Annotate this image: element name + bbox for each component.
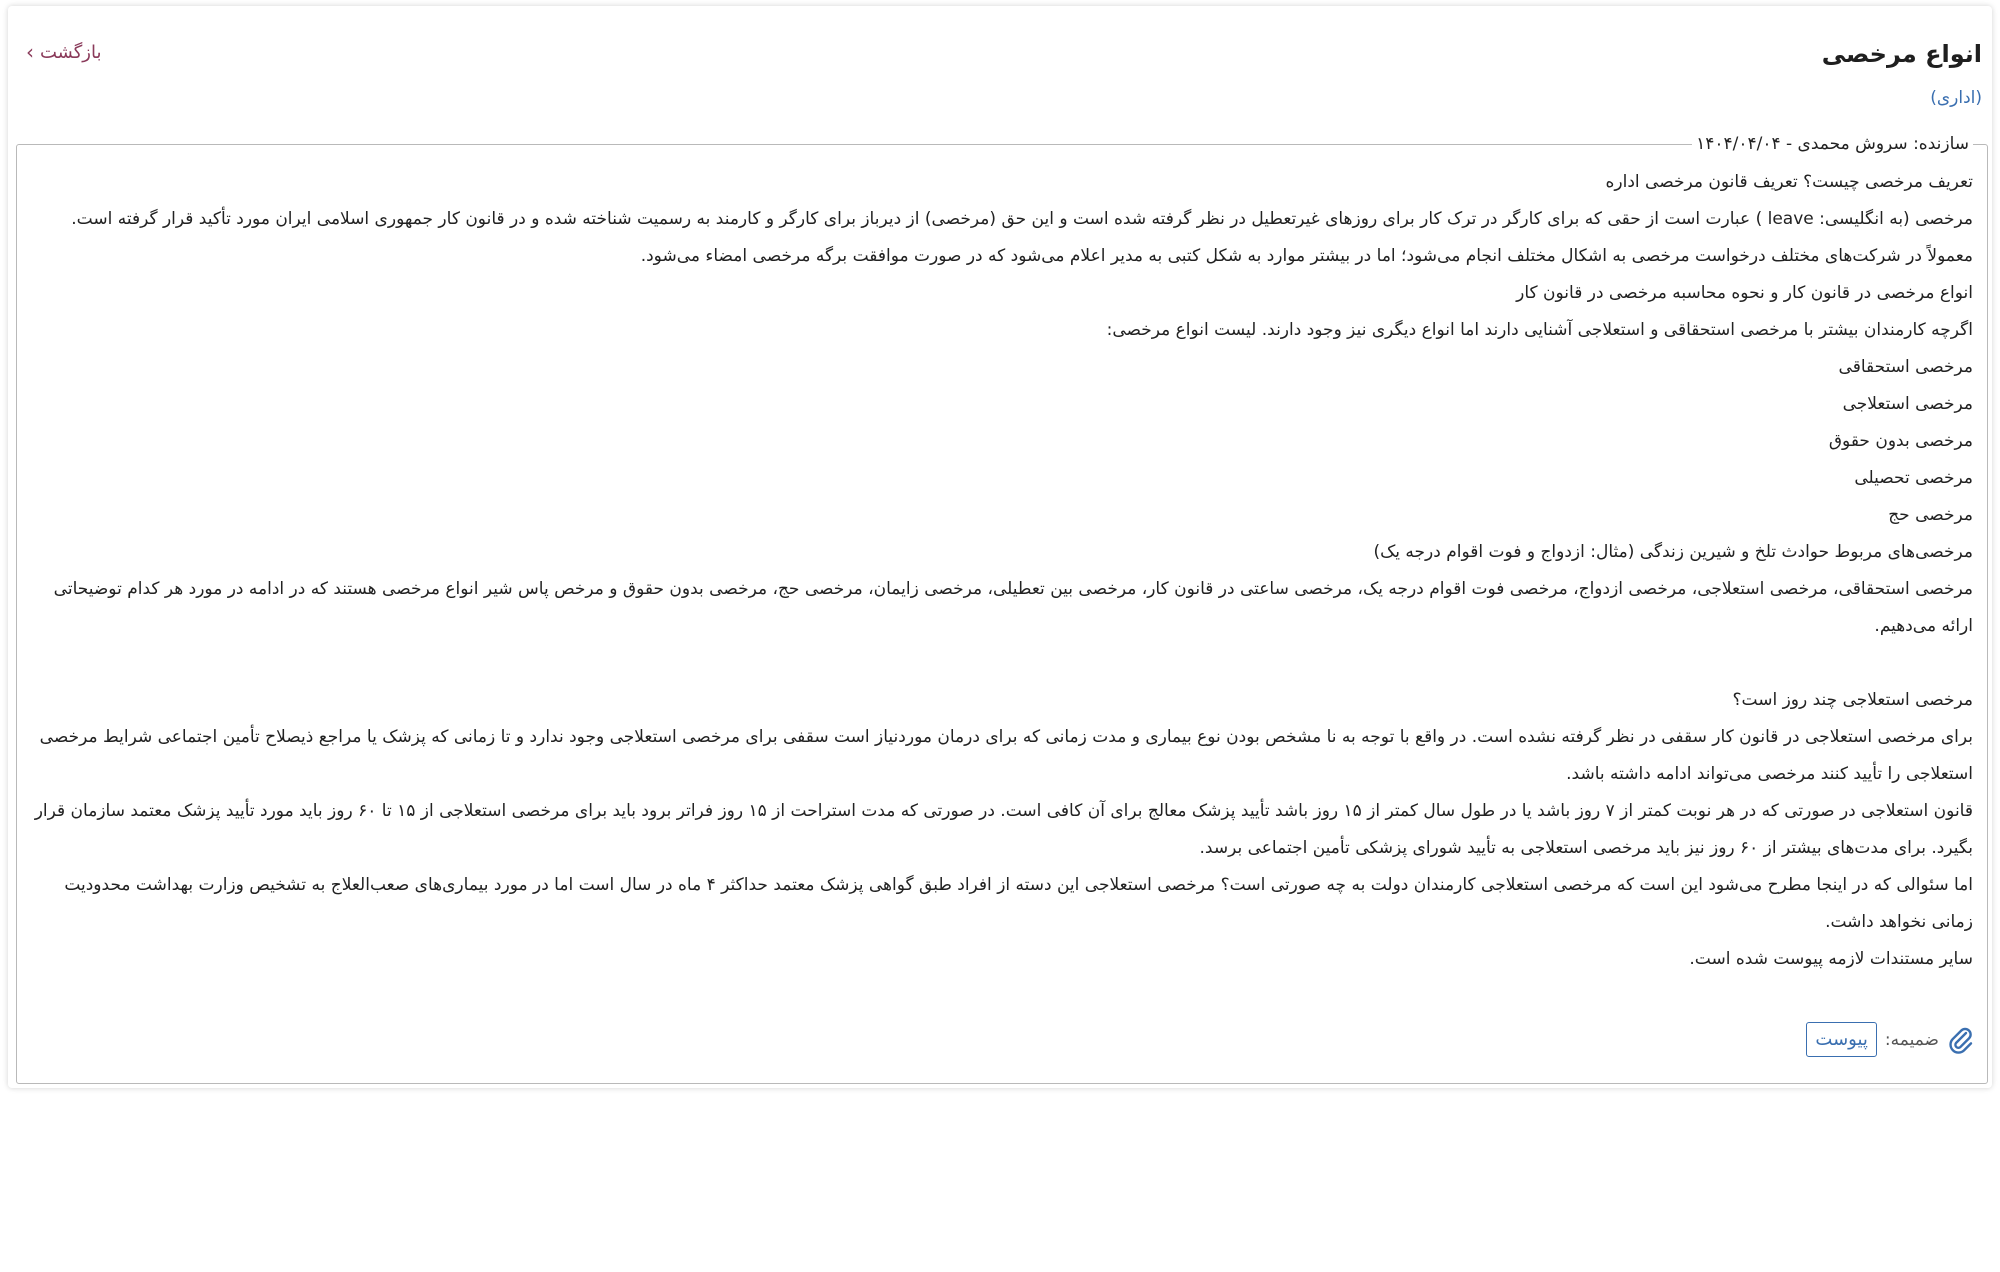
category-label: (اداری) (1930, 88, 1982, 108)
list-item: مرخصی استعلاجی (1842, 394, 1973, 414)
paragraph: اما سئوالی که در اینجا مطرح می‌شود این است که مرخصی استعلاجی کارمندان دولت به چه صورتی است؟ مرخصی استعلاجی این دسته از افراد طبق گواهی پزشک معتمد حداکثر ۴ ماه در سال است اما در مورد بیماری‌های صعب‌العلاج به تشخیص وزارت بهداشت محدودیت زمانی نخواهد داشت. (64, 875, 1973, 932)
list-item: مرخصی تحصیلی (1854, 468, 1973, 488)
paragraph: برای مرخصی استعلاجی در قانون کار سقفی در نظر گرفته نشده است. در واقع با توجه به نا مشخص بودن نوع بیماری و مدت زمانی که برای درمان موردنیاز است سقفی برای مرخصی استعلاجی وجود ندارد و تا زمانی که پزشک یا مراجع ذیصلاح تأمین اجتماعی شرایط مرخصی استعلاجی را تأیید کنند مرخصی می‌تواند ادامه داشته باشد. (39, 727, 1973, 784)
attachment-row (1806, 1022, 1973, 1057)
paperclip-icon (1947, 1026, 1973, 1054)
attachment-label: ضمیمه: (1884, 1029, 1939, 1050)
page-header (18, 32, 1982, 122)
back-link-label: بازگشت (40, 41, 102, 63)
page-title: انواع مرخصی (1821, 40, 1982, 68)
paragraph: معمولاً در شرکت‌های مختلف درخواست مرخصی به اشکال مختلف انجام می‌شود؛ اما در بیشتر موارد به شکل کتبی به مدیر اعلام می‌شود که در صورت موافقت برگه مرخصی امضاء می‌شود. (640, 246, 1973, 266)
paragraph: مرخصی‌های مربوط حوادث تلخ و شیرین زندگی (مثال: ازدواج و فوت اقوام درجه یک) (1373, 542, 1973, 562)
chevron-left-icon: ‹ (26, 40, 34, 64)
list-item: مرخصی حج (1888, 505, 1973, 525)
blank-line (31, 645, 1973, 682)
paragraph: سایر مستندات لازمه پیوست شده است. (1689, 949, 1973, 969)
author-date-legend: سازنده: سروش محمدی - ۱۴۰۴/۰۴/۰۴ (1696, 134, 1969, 154)
body-text (31, 164, 1973, 978)
paragraph: قانون استعلاجی در صورتی که در هر نوبت کمتر از ۷ روز باشد یا در طول سال کمتر از ۱۵ روز باشد تأیید پزشک معالج برای آن کافی است. در صورتی که مدت استراحت از ۱۵ روز فراتر برود باید برای مرخصی استعلاجی از ۱۵ تا ۶۰ روز باید مورد تأیید پزشک معتمد سازمان قرار بگیرد. برای مدت‌های بیشتر از ۶۰ روز نیز باید مرخصی استعلاجی به تأیید شورای پزشکی تأمین اجتماعی برسد. (34, 801, 1973, 858)
paragraph: اگرچه کارمندان بیشتر با مرخصی استحقاقی و استعلاجی آشنایی دارند اما انواع دیگری نیز وجود دارند. لیست انواع مرخصی: (1106, 320, 1973, 340)
paragraph: مرخصی استحقاقی، مرخصی استعلاجی، مرخصی ازدواج، مرخصی فوت اقوام درجه یک، مرخصی ساعتی در قانون کار، مرخصی بین تعطیلی، مرخصی زایمان، مرخصی حج، مرخصی بدون حقوق و مرخص پاس شیر انواع مرخصی هستند که در ادامه در مورد هر کدام توضیحاتی ارائه می‌دهیم. (53, 579, 1973, 636)
attachment-button[interactable]: پیوست (1806, 1022, 1877, 1057)
paragraph: انواع مرخصی در قانون کار و نحوه محاسبه مرخصی در قانون کار (1516, 283, 1973, 303)
list-item: مرخصی بدون حقوق (1828, 431, 1973, 451)
paragraph: مرخصی استعلاجی چند روز است؟ (1732, 690, 1973, 710)
paragraph: مرخصی (به انگلیسی: leave ) عبارت است از حقی که برای کارگر در ترک کار برای روزهای غیرتعطیل در نظر گرفته شده است و این حق (مرخصی) از دیرباز برای کارگر و کارمند به رسمیت شناخته شده و در قانون کار جمهوری اسلامی ایران مورد تأکید قرار گرفته است. (71, 209, 1973, 229)
content-box (16, 134, 1988, 1084)
list-item: مرخصی استحقاقی (1838, 357, 1973, 377)
page-card (8, 6, 1992, 1088)
paragraph: تعریف مرخصی چیست؟ تعریف قانون مرخصی اداره (1605, 172, 1973, 192)
back-link[interactable] (26, 40, 102, 64)
